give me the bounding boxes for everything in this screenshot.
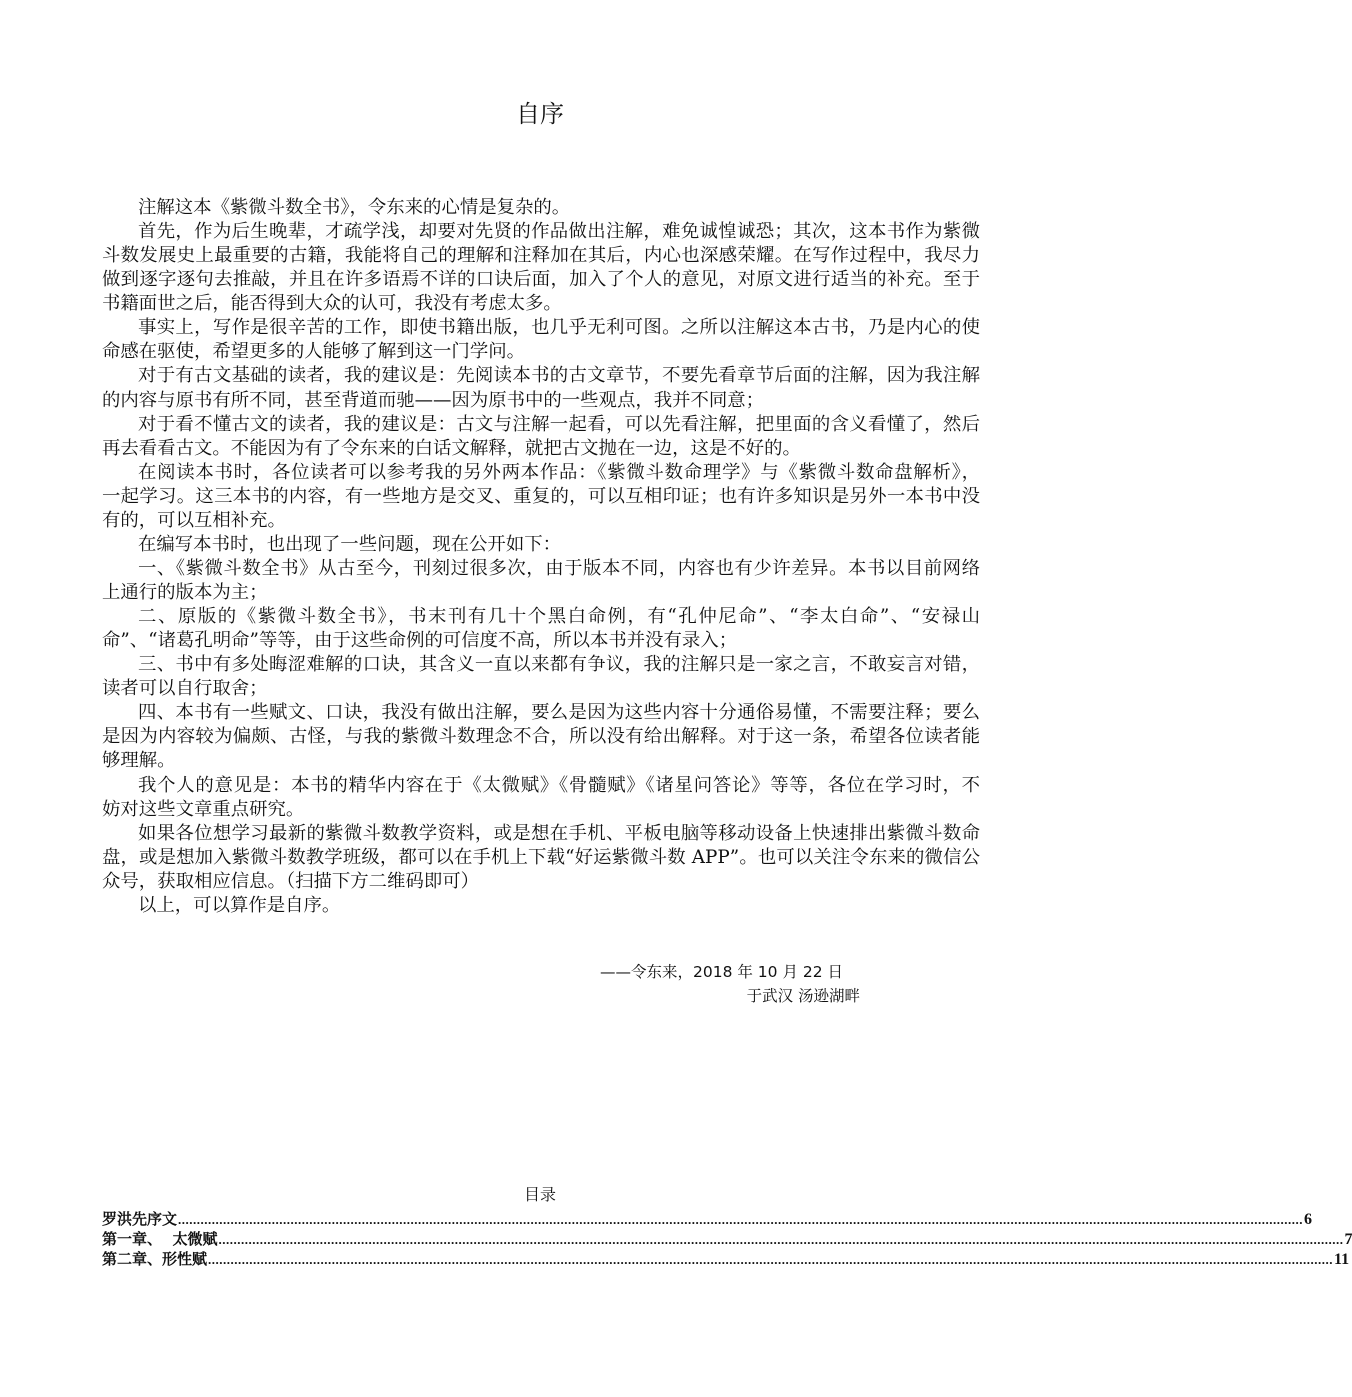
preface-line: 二、原版的《紫微斗数全书》，书末刊有几十个黑白命例，有“孔仲尼命”、“李太白命”、“安禄山 [138,606,980,628]
toc-entry[interactable] [102,1249,1350,1269]
toc-entry-label[interactable]: 罗洪先序文 [102,1210,178,1228]
signature-block [540,960,860,1008]
preface-line: 的内容与原书有所不同，甚至背道而驰——因为原书中的一些观点，我并不同意； [102,389,765,411]
preface-line: 是因为内容较为偏颇、古怪，与我的紫微斗数理念不合，所以没有给出解释。对于这一条，希望各位读者能 [102,726,980,748]
preface-title: 自序 [516,100,564,128]
toc-entry-page: 11 [1334,1251,1350,1268]
toc-entry-label[interactable]: 第二章、形性赋 [102,1250,208,1268]
table-of-contents [102,1209,1352,1269]
toc-entry-page: 7 [1344,1231,1352,1248]
signature-author-date: ——令东来，2018 年 10 月 22 日 [600,963,844,981]
preface-line: 一起学习。这三本书的内容，有一些地方是交叉、重复的，可以互相印证；也有许多知识是另外一本书中没 [102,485,980,507]
preface-line: 三、书中有多处晦涩难解的口诀，其含义一直以来都有争议，我的注解只是一家之言，不敢妄言对错， [138,654,980,676]
preface-line: 有的，可以互相补充。 [102,509,286,531]
toc-leader-dots: ............................................................................................................................................................................................................................................................................................................ [218,1232,1344,1247]
preface-line: 够理解。 [102,750,176,772]
preface-line: 书籍面世之后，能否得到大众的认可，我没有考虑太多。 [102,293,562,315]
preface-line: 妨对这些文章重点研究。 [102,798,305,820]
preface-line: 命”、“诸葛孔明命”等等，由于这些命例的可信度不高，所以本书并没有录入； [102,630,738,652]
toc-entry[interactable] [102,1209,1313,1229]
preface-line: 对于有古文基础的读者，我的建议是：先阅读本书的古文章节，不要先看章节后面的注解，因为我注解 [138,365,980,387]
signature-location: 于武汉 汤逊湖畔 [746,987,860,1005]
toc-leader-dots: ............................................................................................................................................................................................................................................................................................................ [178,1212,1304,1227]
preface-line: 命感在驱使，希望更多的人能够了解到这一门学问。 [102,341,525,363]
preface-line: 一、《紫微斗数全书》从古至今，刊刻过很多次，由于版本不同，内容也有少许差异。本书以目前网络 [138,557,980,579]
preface-line: 如果各位想学习最新的紫微斗数教学资料，或是想在手机、平板电脑等移动设备上快速排出紫微斗数命 [138,822,980,844]
preface-line: 做到逐字逐句去推敲，并且在许多语焉不详的口诀后面，加入了个人的意见，对原文进行适当的补充。至于 [102,269,980,291]
preface-line: 上通行的版本为主； [102,582,268,603]
preface-line: 四、本书有一些赋文、口诀，我没有做出注解，要么是因为这些内容十分通俗易懂，不需要注释；要么 [138,702,980,724]
preface-line: 注解这本《紫微斗数全书》，令东来的心情是复杂的。 [138,197,571,218]
preface-line: 在编写本书时，也出现了一些问题，现在公开如下： [138,533,561,555]
toc-title: 目录 [523,1185,556,1204]
preface-line: 读者可以自行取舍； [102,678,268,700]
preface-line: 斗数发展史上最重要的古籍，我能将自己的理解和注释加在其后，内心也深感荣耀。在写作过程中，我尽力 [102,245,980,267]
toc-entry-page: 6 [1304,1211,1313,1228]
preface-line: 盘，或是想加入紫微斗数教学班级，都可以在手机上下载“好运紫微斗数 APP”。也可以关注令东来的微信公 [102,846,980,868]
preface-line: 首先，作为后生晚辈，才疏学浅，却要对先贤的作品做出注解，难免诚惶诚恐；其次，这本书作为紫微 [138,221,980,243]
toc-entry-label[interactable]: 第一章、 太微赋 [102,1230,218,1248]
preface-line: 我个人的意见是：本书的精华内容在于《太微赋》《骨髓赋》《诸星问答论》等等，各位在学习时，不 [138,774,980,796]
preface-line: 众号，获取相应信息。（扫描下方二维码即可） [102,870,480,892]
preface-body [102,196,980,918]
preface-line: 以上，可以算作是自序。 [138,894,341,916]
preface-line: 在阅读本书时，各位读者可以参考我的另外两本作品：《紫微斗数命理学》与《紫微斗数命盘解析》， [138,461,980,483]
preface-line: 再去看看古文。不能因为有了令东来的白话文解释，就把古文抛在一边，这是不好的。 [102,437,801,459]
toc-entry[interactable] [102,1229,1352,1249]
toc-leader-dots: ............................................................................................................................................................................................................................................................................................................ [208,1252,1334,1267]
preface-line: 事实上，写作是很辛苦的工作，即使书籍出版，也几乎无利可图。之所以注解这本古书，乃是内心的使 [138,317,980,339]
preface-line: 对于看不懂古文的读者，我的建议是：古文与注解一起看，可以先看注解，把里面的含义看懂了，然后 [138,413,980,435]
